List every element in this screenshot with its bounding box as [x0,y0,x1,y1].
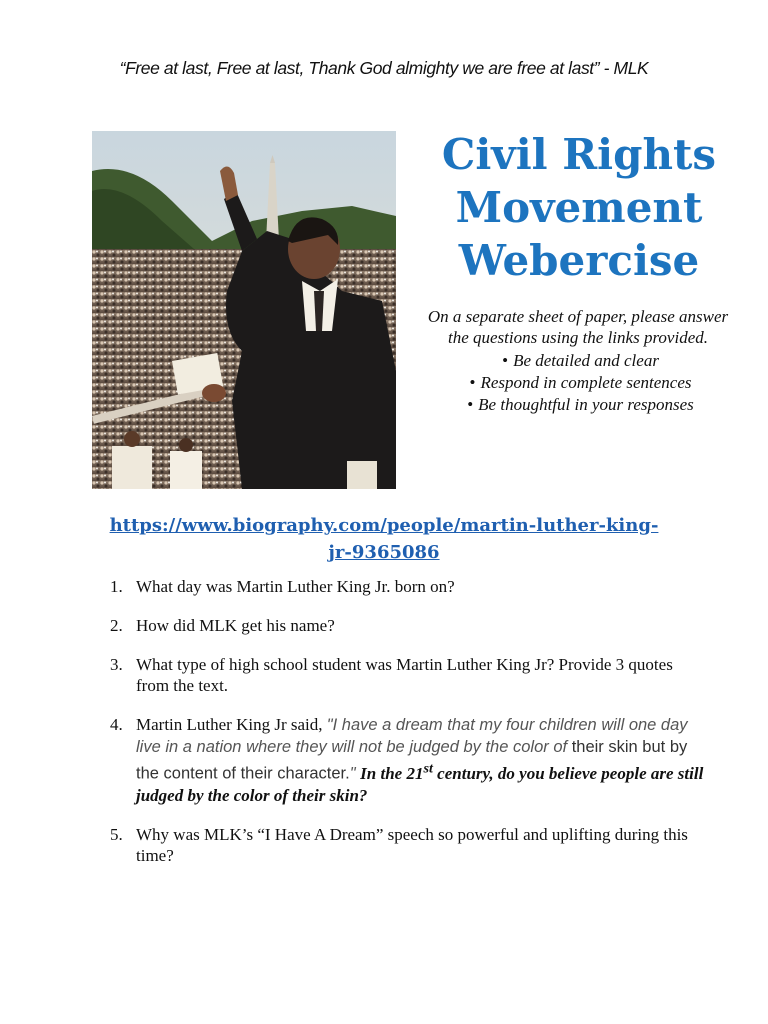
title-line: Civil Rights [441,130,717,179]
mlk-quote-close: " [349,764,361,783]
question-number: 4. [110,715,123,734]
bullet-icon: • [502,351,509,370]
question-number: 3. [110,655,123,674]
question-list [110,576,710,866]
page-title [420,128,738,287]
question-item [110,714,710,806]
question-item [110,824,710,866]
bullet-item: • Be thoughtful in your responses [418,394,738,416]
title-line: Movement [455,183,703,232]
bullet-item: • Be detailed and clear [418,350,738,372]
question-text: How did MLK get his name? [136,616,335,635]
question-item [110,615,710,636]
instruction-bullets [418,350,738,416]
bullet-item: • Respond in complete sentences [418,372,738,394]
mlk-speech-photo [92,131,396,489]
question-text: Why was MLK’s “I Have A Dream” speech so powerful and uplifting during this time? [136,824,688,865]
question-lead: Martin Luther King Jr said, [136,715,327,734]
question-item [110,654,710,696]
question-text: What day was Martin Luther King Jr. born on? [136,577,455,596]
mlk-quote: "I have a dream that my four children will one day live in a nation where they will not be judged by the color of [136,716,688,756]
bullet-icon: • [467,395,474,414]
ordinal-suffix: st [423,760,433,776]
question-tail: In the 21st century, do you believe people are still judged by the color of their skin? [136,760,704,805]
link-line-2[interactable]: jr-9365086 [328,542,440,563]
header-quote: “Free at last, Free at last, Thank God almighty we are free at last” - MLK [119,58,649,78]
biography-link[interactable] [70,512,698,566]
question-number: 5. [110,824,123,844]
bullet-icon: • [469,373,476,392]
mlk-quote-end: their skin but by the content of their character. [136,738,688,783]
question-number: 1. [110,577,123,596]
question-item [110,576,710,597]
instructions-text: On a separate sheet of paper, please answer the questions using the links provided. [427,307,729,347]
question-text: What type of high school student was Martin Luther King Jr? Provide 3 quotes from the text. [136,655,673,695]
instructions [418,307,738,416]
link-line-1[interactable]: https://www.biography.com/people/martin-luther-king- [109,515,659,536]
question-number: 2. [110,616,123,635]
title-line: Webercise [458,236,700,285]
